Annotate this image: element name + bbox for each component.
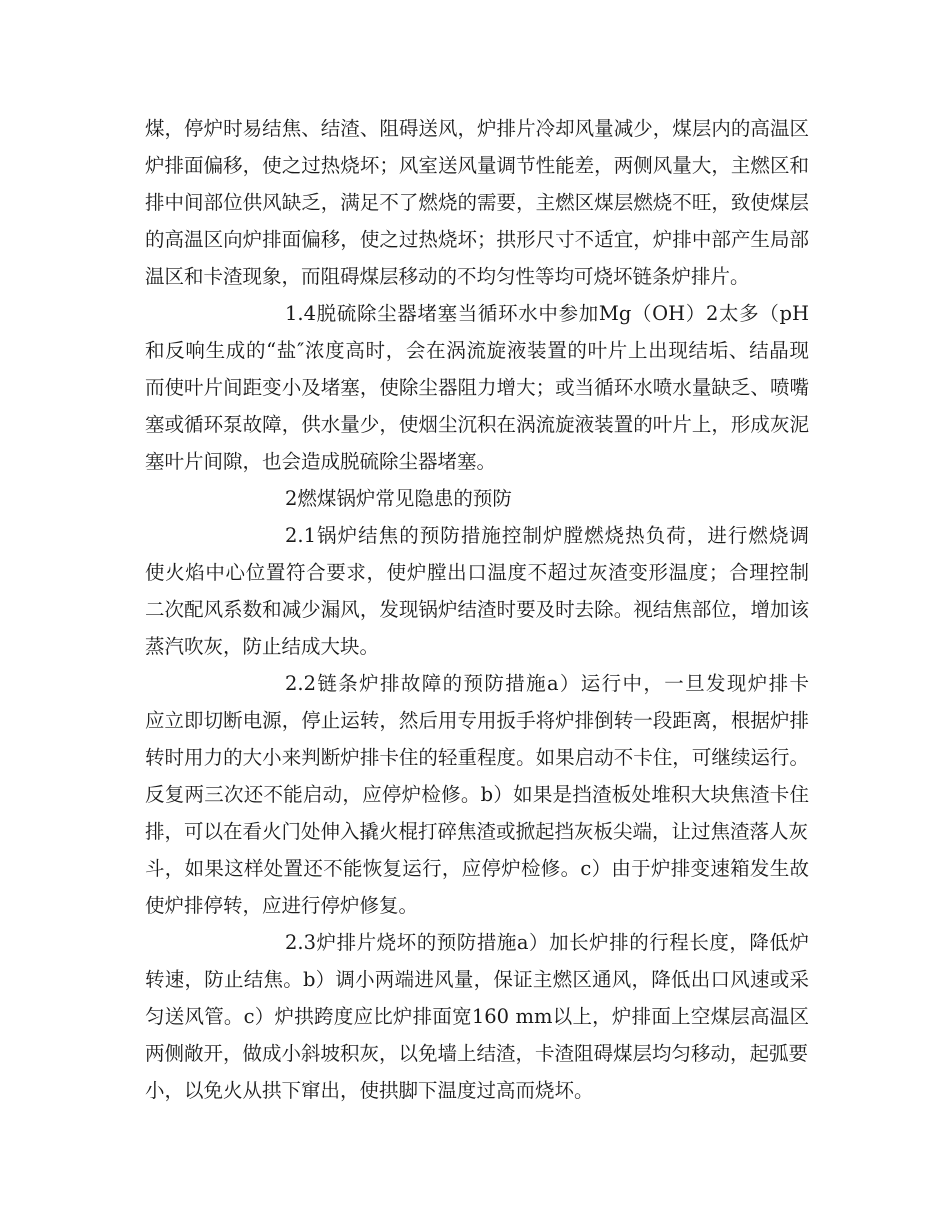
text-line: 排中间部位供风缺乏，满足不了燃烧的需要，主燃区煤层燃烧不旺，致使煤层	[145, 191, 809, 214]
text-line: 2燃煤锅炉常见隐患的预防	[285, 487, 512, 510]
text-line: 小，以免火从拱下窜出，使拱脚下温度过高而烧坏。	[145, 1079, 594, 1102]
text-line: 蒸汽吹灰，防止结成大块。	[145, 635, 380, 658]
text-line: 应立即切断电源，停止运转，然后用专用扳手将炉排倒转一段距离，根据炉排	[145, 709, 809, 732]
text-line: 1.4脱硫除尘器堵塞当循环水中参加Mg（OH）2太多（pH	[285, 302, 809, 325]
text-line: 转时用力的大小来判断炉排卡住的轻重程度。如果启动不卡住，可继续运行。	[145, 746, 809, 769]
text-line: 排，可以在看火门处伸入撬火棍打碎焦渣或掀起挡灰板尖端，让过焦渣落人灰	[145, 820, 809, 843]
text-line: 炉排面偏移，使之过热烧坏；风室送风量调节性能差，两侧风量大，主燃区和	[145, 154, 809, 177]
text-line: 而使叶片间距变小及堵塞，使除尘器阻力增大；或当循环水喷水量缺乏、喷嘴	[145, 376, 809, 399]
text-line: 使炉排停转，应进行停炉修复。	[145, 894, 419, 917]
text-line: 塞叶片间隙，也会造成脱硫除尘器堵塞。	[145, 450, 497, 473]
text-line: 的高温区向炉排面偏移，使之过热烧坏；拱形尺寸不适宜，炉排中部产生局部	[145, 228, 809, 251]
text-line: 塞或循环泵故障，供水量少，使烟尘沉积在涡流旋液装置的叶片上，形成灰泥	[145, 413, 809, 436]
text-line: 2.2链条炉排故障的预防措施a）运行中，一旦发现炉排卡	[285, 672, 809, 695]
document-page	[145, 110, 809, 1109]
text-line: 转速，防止结焦。b）调小两端进风量，保证主燃区通风，降低出口风速或采	[145, 968, 809, 991]
text-line: 斗，如果这样处置还不能恢复运行，应停炉检修。c）由于炉排变速箱发生故	[145, 857, 809, 880]
text-line: 二次配风系数和减少漏风，发现锅炉结渣时要及时去除。视结焦部位，增加该	[145, 598, 809, 621]
text-line: 煤，停炉时易结焦、结渣、阻碍送风，炉排片冷却风量减少，煤层内的高温区	[145, 117, 809, 140]
text-line: 匀送风管。c）炉拱跨度应比炉排面宽160 mm以上，炉排面上空煤层高温区	[145, 1005, 809, 1028]
text-line: 2.3炉排片烧坏的预防措施a）加长炉排的行程长度，降低炉	[285, 931, 809, 954]
text-line: 温区和卡渣现象，而阻碍煤层移动的不均匀性等均可烧坏链条炉排片。	[145, 265, 750, 288]
text-line: 反复两三次还不能启动，应停炉检修。b）如果是挡渣板处堆积大块焦渣卡住	[145, 783, 809, 806]
text-line: 使火焰中心位置符合要求，使炉膛出口温度不超过灰渣变形温度；合理控制	[145, 561, 809, 584]
text-line: 和反响生成的“盐″浓度高时，会在涡流旋液装置的叶片上出现结垢、结晶现	[145, 339, 809, 362]
text-line: 两侧敞开，做成小斜坡积灰，以免墙上结渣，卡渣阻碍煤层均匀移动，起弧要	[145, 1042, 809, 1065]
text-line: 2.1锅炉结焦的预防措施控制炉膛燃烧热负荷，进行燃烧调	[285, 524, 809, 547]
